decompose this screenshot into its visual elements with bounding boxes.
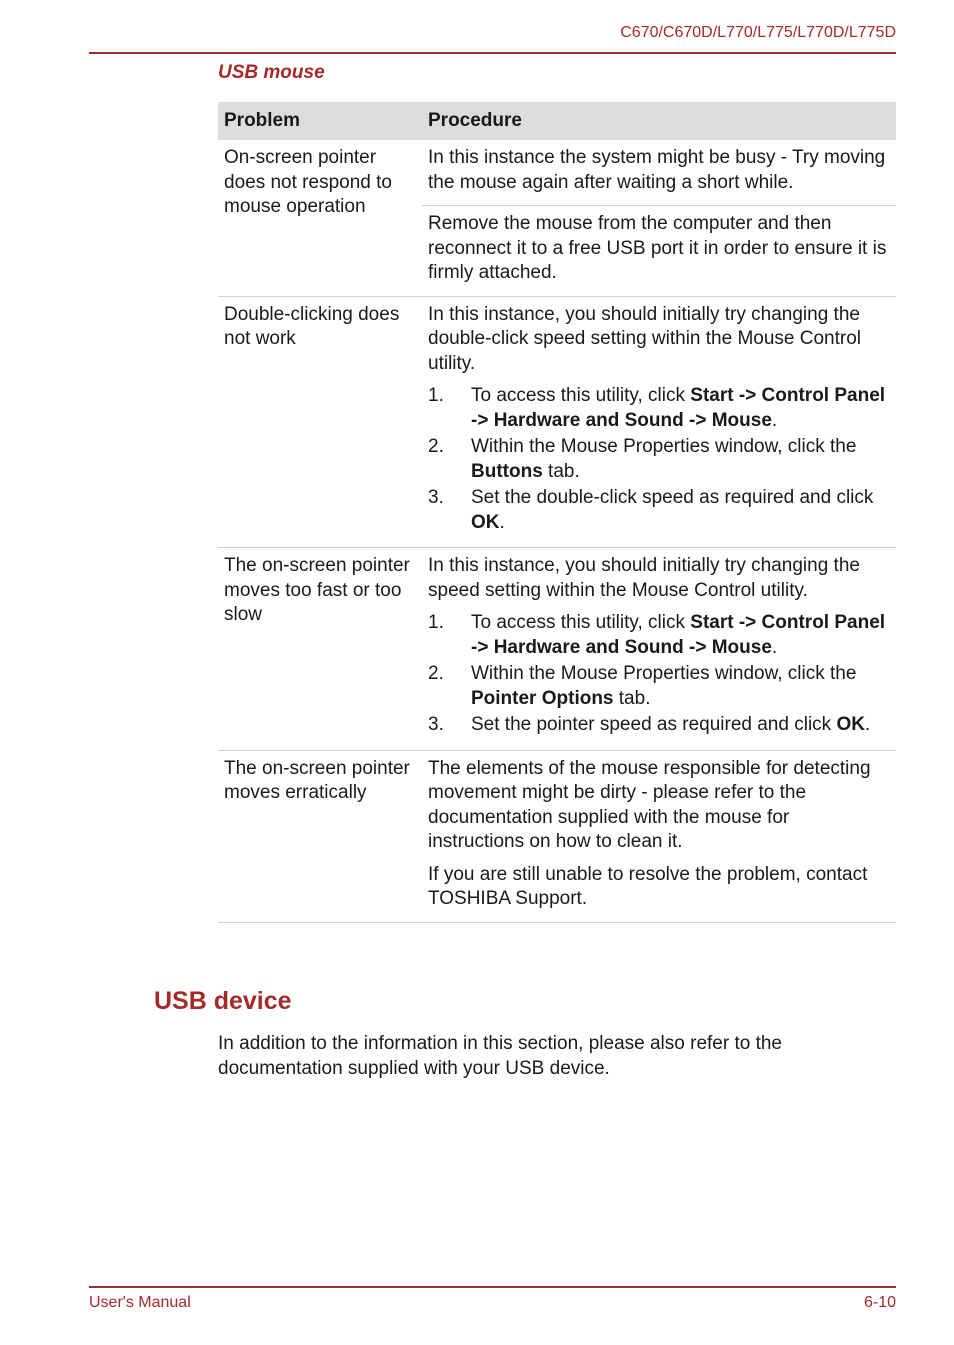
procedure-text: If you are still unable to resolve the problem, contact TOSHIBA Support. [428,863,868,909]
table-row [218,297,896,549]
step-emphasis: Buttons [471,460,543,482]
step-text [471,384,890,433]
step-number: 1. [428,612,444,633]
problem-cell: The on-screen pointer moves too fast or too slow [224,555,410,625]
step-text [471,662,890,711]
column-header-procedure: Procedure [428,109,522,131]
step-text-part: To access this utility, click [471,612,691,633]
procedure-cell [422,297,896,548]
procedure-intro: In this instance, you should initially try changing the speed setting within the Mouse Control utility. [428,555,860,601]
procedure-cell [422,140,896,205]
step-text [471,713,890,738]
step-text [471,486,890,535]
problem-cell: The on-screen pointer moves erratically [224,757,410,803]
procedure-cell [422,548,896,750]
problem-cell: On-screen pointer does not respond to mouse operation [224,147,392,217]
step-number: 3. [428,487,444,508]
troubleshooting-table [218,102,896,923]
step-text-part: . [771,409,778,431]
table-row [218,140,896,297]
problem-cell: Double-clicking does not work [224,303,400,349]
step-text-part: tab. [613,687,651,709]
table-header-row [218,102,896,140]
list-item [428,486,890,535]
subsection-title: USB mouse [218,62,325,83]
list-item [428,713,890,738]
step-number: 2. [428,663,444,684]
step-emphasis: OK [471,511,500,533]
page-number: 6-10 [863,1294,896,1311]
step-text [471,435,890,484]
list-item [428,611,890,660]
step-number: 2. [428,436,444,457]
step-text-part: . [499,511,505,533]
table-row [218,548,896,751]
step-number: 3. [428,714,444,735]
step-text [471,611,890,660]
header-divider [89,52,896,54]
footer-divider [89,1286,896,1288]
list-item [428,384,890,433]
procedure-cell [422,751,896,922]
list-item [428,662,890,711]
step-text-part: Within the Mouse Properties window, click the [471,436,857,457]
table-row [218,751,896,923]
step-text-part: To access this utility, click [471,385,691,406]
procedure-intro: In this instance, you should initially try changing the double-click speed setting within the Mouse Control utility. [428,303,862,374]
step-emphasis: Start -> Control Panel -> Hardware and Sound -> Mouse [471,385,886,431]
procedure-text: The elements of the mouse responsible for detecting movement might be dirty - please refer to the documentation supplied with the mouse for instructions on how to clean it. [428,757,871,852]
procedure-text: In this instance the system might be busy - Try moving the mouse again after waiting a short while. [428,147,886,193]
footer-manual-title: User's Manual [89,1294,191,1311]
page-header-model: C670/C670D/L770/L775/L770D/L775D [620,24,896,41]
step-text-part: tab. [542,460,580,482]
procedure-steps [428,384,890,535]
procedure-cell [422,205,896,296]
procedure-text: Remove the mouse from the computer and then reconnect it to a free USB port it in order to ensure it is firmly attached. [428,213,887,283]
list-item [428,435,890,484]
step-emphasis: Start -> Control Panel -> Hardware and Sound -> Mouse [471,612,886,658]
step-text-part: . [771,636,778,658]
step-emphasis: OK [836,714,865,735]
step-emphasis: Pointer Options [471,687,614,709]
section-body: In addition to the information in this section, please also refer to the documentation supplied with your USB device. [218,1033,782,1079]
procedure-steps [428,611,890,738]
step-number: 1. [428,385,444,406]
step-text-part: . [864,714,871,735]
step-text-part: Set the pointer speed as required and click [471,714,837,735]
step-text-part: Within the Mouse Properties window, click the [471,663,857,684]
step-text-part: Set the double-click speed as required and click [471,487,874,508]
section-title: USB device [154,987,292,1015]
column-header-problem: Problem [224,109,301,131]
